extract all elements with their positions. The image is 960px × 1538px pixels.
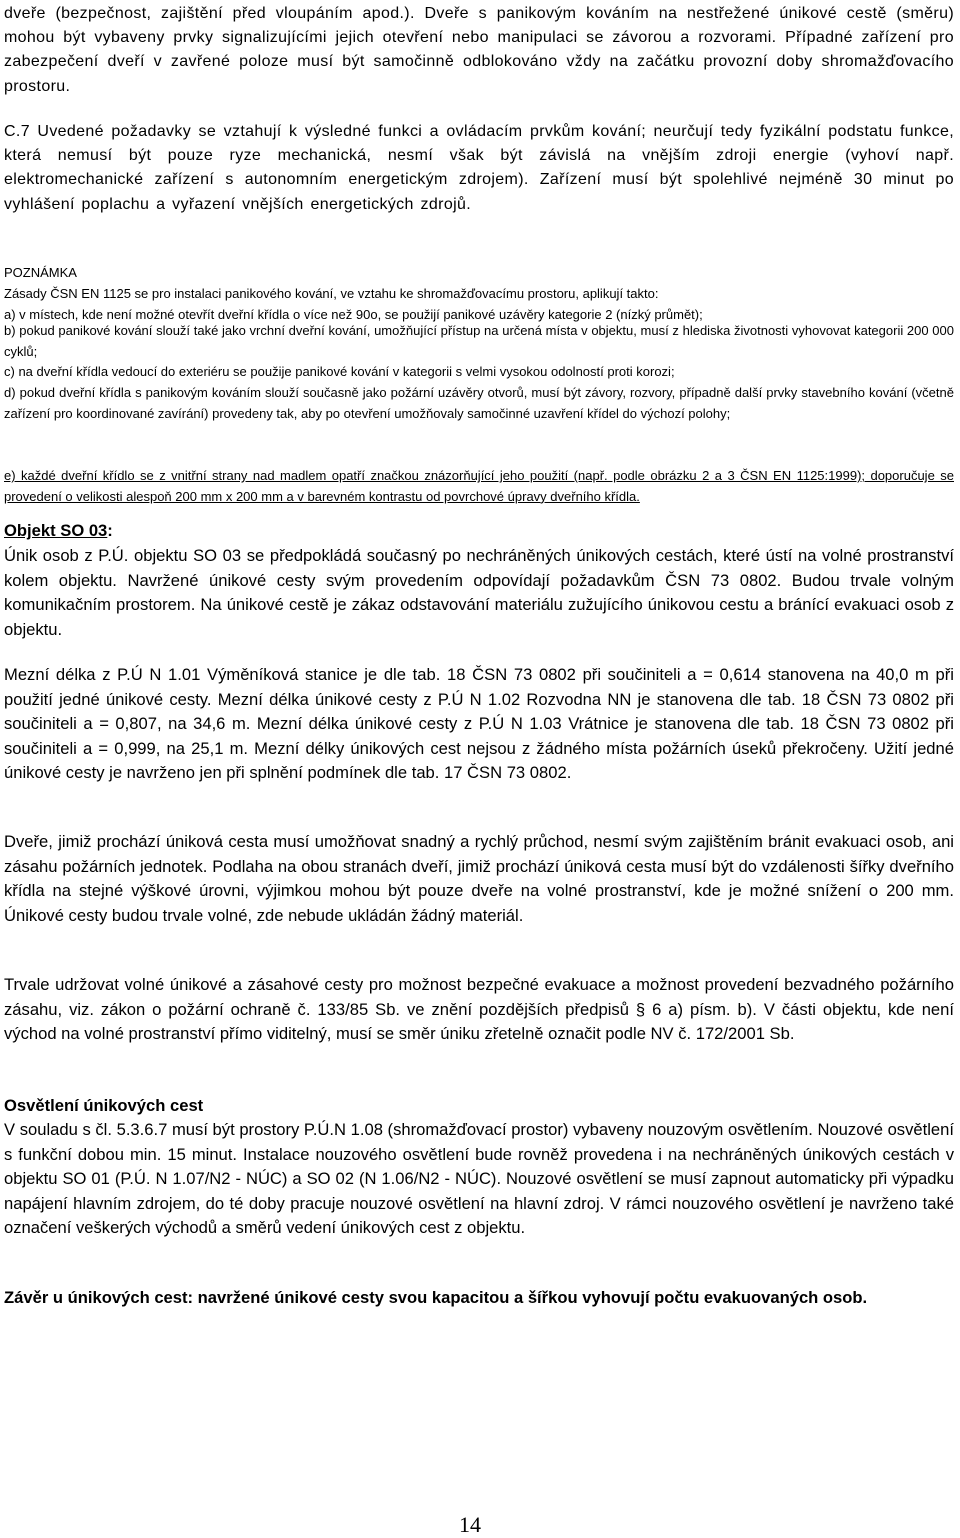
note-intro: Zásady ČSN EN 1125 se pro instalaci panikového kování, ve vztahu ke shromažďovacímu prostoru, aplikují takto: [4, 286, 659, 301]
so03-paragraph-limits: Mezní délka z P.Ú N 1.01 Výměníková stanice je dle tab. 18 ČSN 73 0802 při součiniteli a = 0,614 stanovena na 40,0 m při použití jedné únikové cesty. Mezní délka únikové cesty z P.Ú N 1.02 Rozvodna NN je stanovena dle tab. 18 ČSN 73 0802 při součiniteli a = 0,807, na 34,6 m. Mezní délka únikové cesty z P.Ú N 1.03 Vrátnice je stanovena dle tab. 18 ČSN 73 0802 při součiniteli a = 0,999, na 25,1 m. Mezní délky únikových cest nejsou z žádného místa požárních úseků překročeny. Užití jedné únikové cesty je navrženo jen při splnění podmínek dle tab. 17 ČSN 73 0802. [4, 665, 954, 783]
section-so03-title: Objekt SO 03 [4, 521, 108, 540]
note-item-a: a) v místech, kde není možné otevřít dveřní křídla o více než 90o, se použijí panikové uzávěry kategorie 2 (nízký průmět); [4, 307, 703, 322]
note-item-c: c) na dveřní křídla vedoucí do exteriéru se použije panikové kování v kategorii s velmi vysokou odolností proti korozi; [4, 364, 675, 379]
intro-paragraph-doors: dveře (bezpečnost, zajištění před vloupáním apod.). Dveře s panikovým kováním na nestřežené únikové cestě (směru) mohou být vybaveny prvky signalizujícími jejich otevření nebo manipulaci se závorou a rozvorami. Případné zařízení pro zabezpečení dveří v zavřené poloze musí být samočinně odblokováno vždy na začátku provozní doby shromažďovacího prostoru. [4, 5, 954, 95]
so03-paragraph-doors: Dveře, jimiž prochází úniková cesta musí umožňovat snadný a rychlý průchod, nesmí svým zajištěním bránit evakuaci osob, ani zásahu požárních jednotek. Podlaha na obou stranách dveří, jimiž prochází úniková cesta musí být do vzdálenosti šířky dveřního křídla na stejné výškové úrovni, výjimkou mohou být pouze dveře na volné prostranství, kde je možné snížení o 200 mm. Únikové cesty budou trvale volné, zde nebude ukládán žádný materiál. [4, 832, 954, 925]
so03-paragraph-escape: Únik osob z P.Ú. objektu SO 03 se předpokládá současný po nechráněných únikových cestách, které ústí na volné prostranství kolem objektu. Navržené únikové cesty svým provedením odpovídají požadavkům ČSN 73 0802. Budou trvale volným komunikačním prostorem. Na únikové cestě je zákaz odstavování materiálu zužujícího únikovou cestu a bránící evakuaci osob z objektu. [4, 546, 954, 639]
section-so03-title-colon: : [107, 521, 113, 540]
note-item-b: b) pokud panikové kování slouží také jako vrchní dveřní kování, umožňující přístup na určená místa v objektu, musí z hlediska životnosti vyhovovat kategorii 200 000 cyklů; [4, 323, 954, 359]
page-number: 14 [459, 1512, 481, 1537]
intro-paragraph-c7: C.7 Uvedené požadavky se vztahují k výsledné funkci a ovládacím prvkům kování; neurčují tedy fyzikální podstatu funkce, která nemusí být pouze ryze mechanická, nesmí však být závislá na vnějším zdroji energie (vyhoví např. elektromechanické zařízení s autonomním energetickým zdrojem). Zařízení musí být spolehlivé nejméně 30 minut po vyhlášení poplachu a vyřazení vnějších energetických zdrojů. [4, 123, 954, 213]
conclusion-paragraph: Závěr u únikových cest: navržené únikové cesty svou kapacitou a šířkou vyhovují počtu evakuovaných osob. [4, 1288, 868, 1307]
note-heading: POZNÁMKA [4, 265, 77, 280]
section-so03-heading [4, 519, 954, 544]
lighting-paragraph: V souladu s čl. 5.3.6.7 musí být prostory P.Ú.N 1.08 (shromažďovací prostor) vybaveny nouzovým osvětlením. Nouzové osvětlení s funkční dobou min. 15 minut. Instalace nouzového osvětlení bude rovněž provedena i na nechráněných únikových cestách v objektu SO 01 (P.Ú. N 1.07/N2 - NÚC) a SO 02 (N 1.06/N2 - NÚC). Nouzové osvětlení se musí zapnout automaticky při výpadku napájení hlavním zdrojem, do té doby pracuje nouzové osvětlení na hlavní zdroj. V rámci nouzového osvětlení je navrženo také označení veškerých východů a směrů vedení únikových cest z objektu. [4, 1120, 954, 1238]
note-item-e: e) každé dveřní křídlo se z vnitřní strany nad madlem opatří značkou znázorňující jeho použití (např. podle obrázku 2 a 3 ČSN EN 1125:1999); doporučuje se provedení o velikosti alespoň 200 mm x 200 mm a v barevném kontrastu od povrchové úpravy dveřního křídla. [4, 468, 954, 504]
lighting-title: Osvětlení únikových cest [4, 1096, 204, 1115]
so03-paragraph-maintenance: Trvale udržovat volné únikové a zásahové cesty pro možnost bezpečné evakuace a možnost provedení bezvadného požárního zásahu, viz. zákon o požární ochraně č. 133/85 Sb. ve znění pozdějších předpisů § 6 a) písm. b). V části objektu, kde není východ na volné prostranství přímo viditelný, musí se směr úniku zřetelně označit podle NV č. 172/2001 Sb. [4, 975, 954, 1044]
note-item-d: d) pokud dveřní křídla s panikovým kováním slouží současně jako požární uzávěry otvorů, musí být závory, rozvory, případně další prvky stavebního kování (včetně zařízení pro koordinované zavírání) provedeny tak, aby po otevření umožňovaly samočinné uzavření křídel do výchozí polohy; [4, 385, 954, 421]
